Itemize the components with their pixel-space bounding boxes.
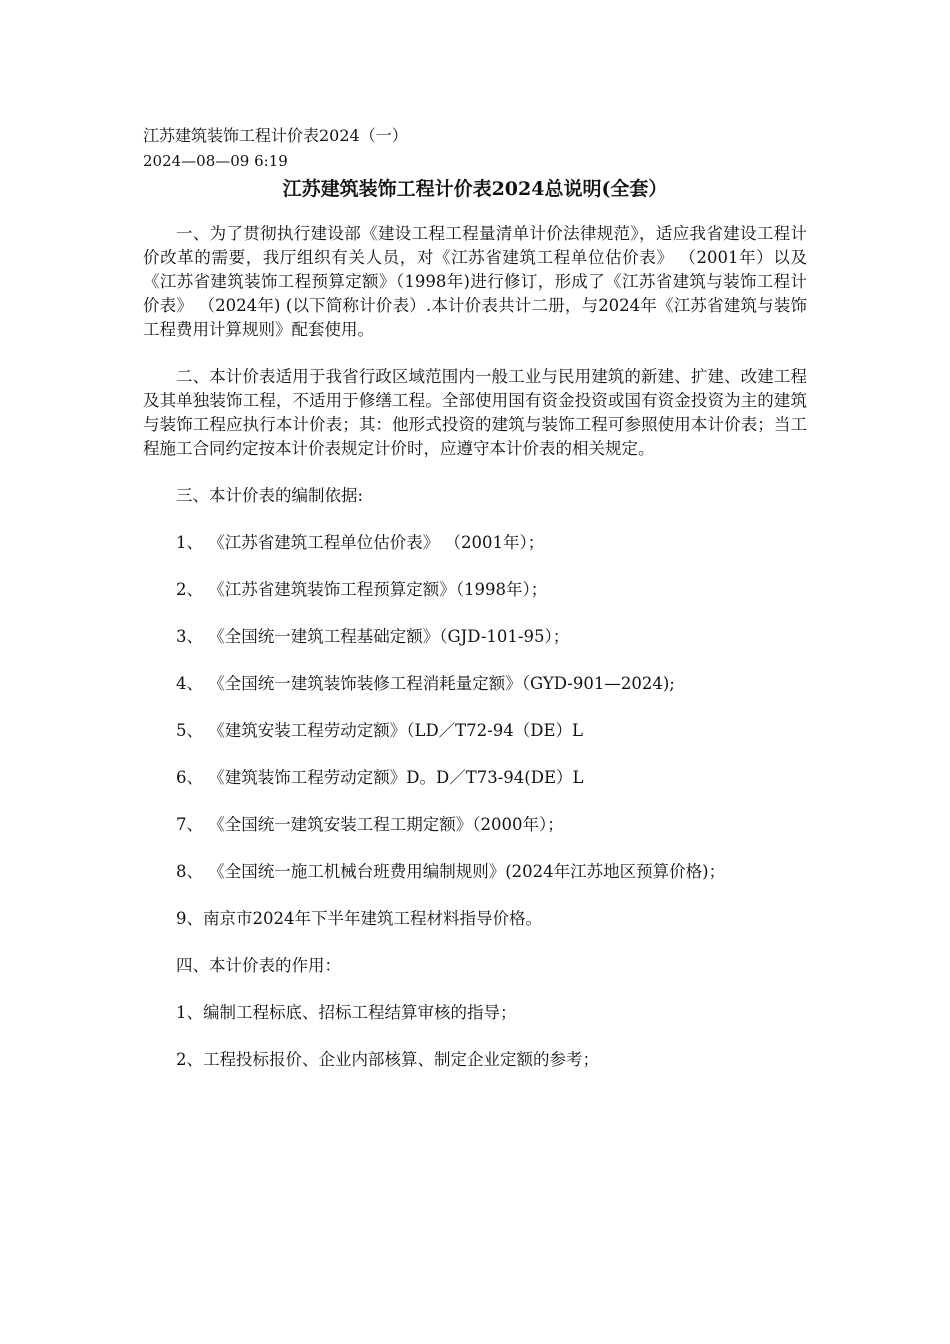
paragraph-3-heading: 三、本计价表的编制依据: <box>176 486 364 505</box>
document-header: 江苏建筑装饰工程计价表2024（一） <box>143 126 408 145</box>
basis-item-4: 4、 《全国统一建筑装饰装修工程消耗量定额》（GYD-901—2024); <box>176 674 675 693</box>
basis-item-6: 6、 《建筑装饰工程劳动定额》D。D／T73-94(DE）L <box>176 768 584 787</box>
basis-item-8: 8、 《全国统一施工机械台班费用编制规则》(2024年江苏地区预算价格)； <box>176 862 726 881</box>
paragraph-1: 一、为了贯彻执行建设部《建设工程工程量清单计价法律规范》，适应我省建设工程计价改革的需要，我厅组织有关人员，对《江苏省建筑工程单位估价表》 （2001年）以及《江苏省建筑装饰工程预算定额》（1998年)进行修订，形成了《江苏省建筑与装饰工程计价表》 （2024年) (以下简称计价表）.本计价表共计二册，与2024年《江苏省建筑与装饰工程费用计算规则》配套使用。 <box>143 224 807 339</box>
basis-item-9: 9、南京市2024年下半年建筑工程材料指导价格。 <box>176 909 542 928</box>
basis-item-1: 1、 《江苏省建筑工程单位估价表》 （2001年）； <box>176 533 545 552</box>
usage-item-2: 2、工程投标报价、企业内部核算、制定企业定额的参考； <box>176 1050 599 1069</box>
paragraph-2: 二、本计价表适用于我省行政区域范围内一般工业与民用建筑的新建、扩建、改建工程及其单独装饰工程，不适用于修缮工程。全部使用国有资金投资或国有资金投资为主的建筑与装饰工程应执行本计价表；其：他形式投资的建筑与装饰工程可参照使用本计价表；当工程施工合同约定按本计价表规定计价时，应遵守本计价表的相关规定。 <box>143 367 807 458</box>
usage-item-1: 1、编制工程标底、招标工程结算审核的指导； <box>176 1003 517 1022</box>
basis-item-5: 5、 《建筑安装工程劳动定额》（LD／T72-94（DE）L <box>176 721 583 740</box>
basis-item-3: 3、 《全国统一建筑工程基础定额》（GJD-101-95）； <box>176 627 570 646</box>
document-date: 2024—08—09 6:19 <box>143 152 288 170</box>
basis-item-7: 7、 《全国统一建筑安装工程工期定额》（2000年）； <box>176 815 564 834</box>
document-title: 江苏建筑装饰工程计价表2024总说明(全套） <box>282 178 668 200</box>
basis-item-2: 2、 《江苏省建筑装饰工程预算定额》（1998年）； <box>176 580 548 599</box>
document-body <box>143 222 807 1095</box>
section-four-heading: 四、本计价表的作用： <box>176 956 341 975</box>
